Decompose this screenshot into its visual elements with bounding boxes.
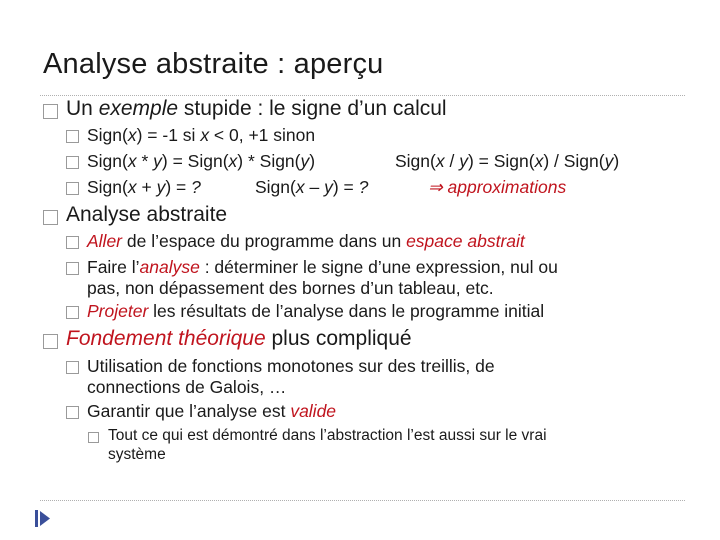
- bullet-foundation: Fondement théorique plus compliqué: [66, 327, 412, 350]
- bullet-icon: [88, 432, 99, 443]
- step-analyse-cont: pas, non dépassement des bornes d’un tableau, etc.: [87, 278, 494, 298]
- foundation-monotone: Utilisation de fonctions monotones sur des treillis, de: [87, 356, 495, 376]
- soundness-line-2: système: [108, 446, 166, 463]
- step-projeter: Projeter les résultats de l’analyse dans le programme initial: [87, 301, 545, 321]
- sign-rule-1: Sign(x) = -1 si x < 0, +1 sinon: [87, 125, 316, 145]
- bullet-icon: [66, 236, 79, 249]
- sign-rule-add: Sign(x + y) = ?: [87, 177, 201, 197]
- bullet-icon: [66, 262, 79, 275]
- bullet-icon: [66, 406, 79, 419]
- bullet-example: Un exemple stupide : le signe d’un calcul: [66, 97, 447, 120]
- title-divider: [40, 95, 685, 96]
- sign-rule-mult: Sign(x * y) = Sign(x) * Sign(y): [87, 151, 316, 171]
- step-analyse: Faire l’analyse : déterminer le signe d’une expression, nul ou: [87, 257, 558, 277]
- sign-rule-div: Sign(x / y) = Sign(x) / Sign(y): [395, 151, 620, 171]
- slide-nav-icon[interactable]: [34, 508, 52, 530]
- foundation-galois: connections de Galois, …: [87, 377, 287, 397]
- bullet-icon: [43, 104, 58, 119]
- bullet-icon: [66, 306, 79, 319]
- bullet-abstract-analysis: Analyse abstraite: [66, 203, 228, 226]
- sign-rule-sub: Sign(x – y) = ?: [255, 177, 369, 197]
- bullet-icon: [66, 361, 79, 374]
- foundation-valid: Garantir que l’analyse est valide: [87, 401, 337, 421]
- soundness-line-1: Tout ce qui est démontré dans l’abstraction l’est aussi sur le vrai: [108, 427, 547, 444]
- approximations-note: ⇒ approximations: [428, 177, 567, 197]
- bullet-icon: [66, 182, 79, 195]
- bullet-icon: [66, 130, 79, 143]
- bullet-icon: [43, 210, 58, 225]
- bullet-icon: [43, 334, 58, 349]
- step-aller: Aller de l’espace du programme dans un espace abstrait: [87, 231, 525, 251]
- footer-divider: [40, 500, 685, 501]
- bullet-icon: [66, 156, 79, 169]
- slide-title: Analyse abstraite : aperçu: [43, 48, 384, 80]
